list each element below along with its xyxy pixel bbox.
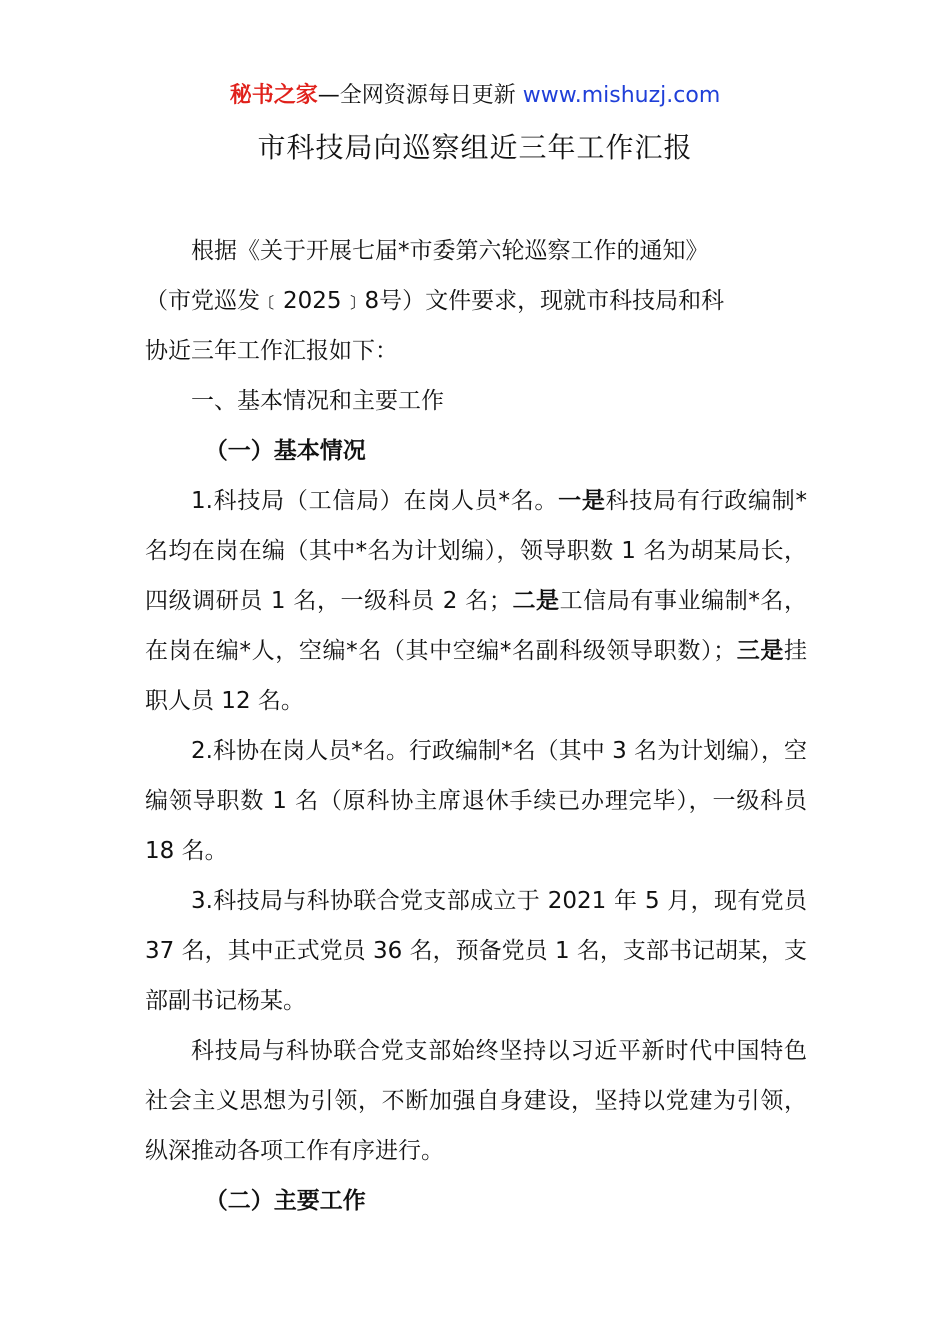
site-url[interactable]: www.mishuzj.com xyxy=(515,83,721,108)
document-body xyxy=(145,226,807,1226)
paragraph-text: 科技局有行政编制*名均在岗在编（其中*名为计划编），领导职数 1 名为胡某局长，四级调研员 1 名，一级科员 2 名； xyxy=(145,488,808,614)
paragraph-party-branch: 3.科技局与科协联合党支部成立于 2021 年 5 月，现有党员 37 名，其中正式党员 36 名，预备党员 1 名，支部书记胡某，支部副书记杨某。 xyxy=(145,888,807,1014)
paragraph-text: 1.科技局（工信局）在岗人员*名。 xyxy=(191,488,559,514)
section-heading: 一、基本情况和主要工作 xyxy=(191,388,444,414)
paragraph-text: 挂职人员 12 名。 xyxy=(145,638,808,714)
brand-name: 秘书之家 xyxy=(229,83,318,108)
paragraph-staff-bureau xyxy=(145,476,807,726)
intro-line-1: 根据《关于开展七届*市委第六轮巡察工作的通知》 xyxy=(191,238,709,264)
subsection-heading-basic: （一）基本情况 xyxy=(204,438,366,464)
bold-marker: 二是 xyxy=(511,588,560,614)
banner-tagline: —全网资源每日更新 xyxy=(317,83,516,108)
bold-marker: 一是 xyxy=(558,488,606,514)
subsection-heading-main-work: （二）主要工作 xyxy=(204,1188,366,1214)
paragraph-party-guidance: 科技局与科协联合党支部始终坚持以习近平新时代中国特色社会主义思想为引领，不断加强自身建设，坚持以党建为引领，纵深推动各项工作有序进行。 xyxy=(145,1038,807,1164)
intro-line-2: （市党巡发﹝2025﹞8号）文件要求，现就市科技局和科 xyxy=(145,288,725,314)
bold-marker: 三是 xyxy=(736,638,785,664)
paragraph-text: 工信局有事业编制*名，在岗在编*人，空编*名（其中空编*名副科级领导职数）； xyxy=(145,588,808,664)
paragraph-staff-association: 2.科协在岗人员*名。行政编制*名（其中 3 名为计划编），空编领导职数 1 名（原科协主席退休手续已办理完毕），一级科员 18 名。 xyxy=(145,738,807,864)
document-title: 市科技局向巡察组近三年工作汇报 xyxy=(257,131,693,164)
site-banner xyxy=(0,80,950,112)
intro-line-3: 协近三年工作汇报如下： xyxy=(145,338,398,364)
